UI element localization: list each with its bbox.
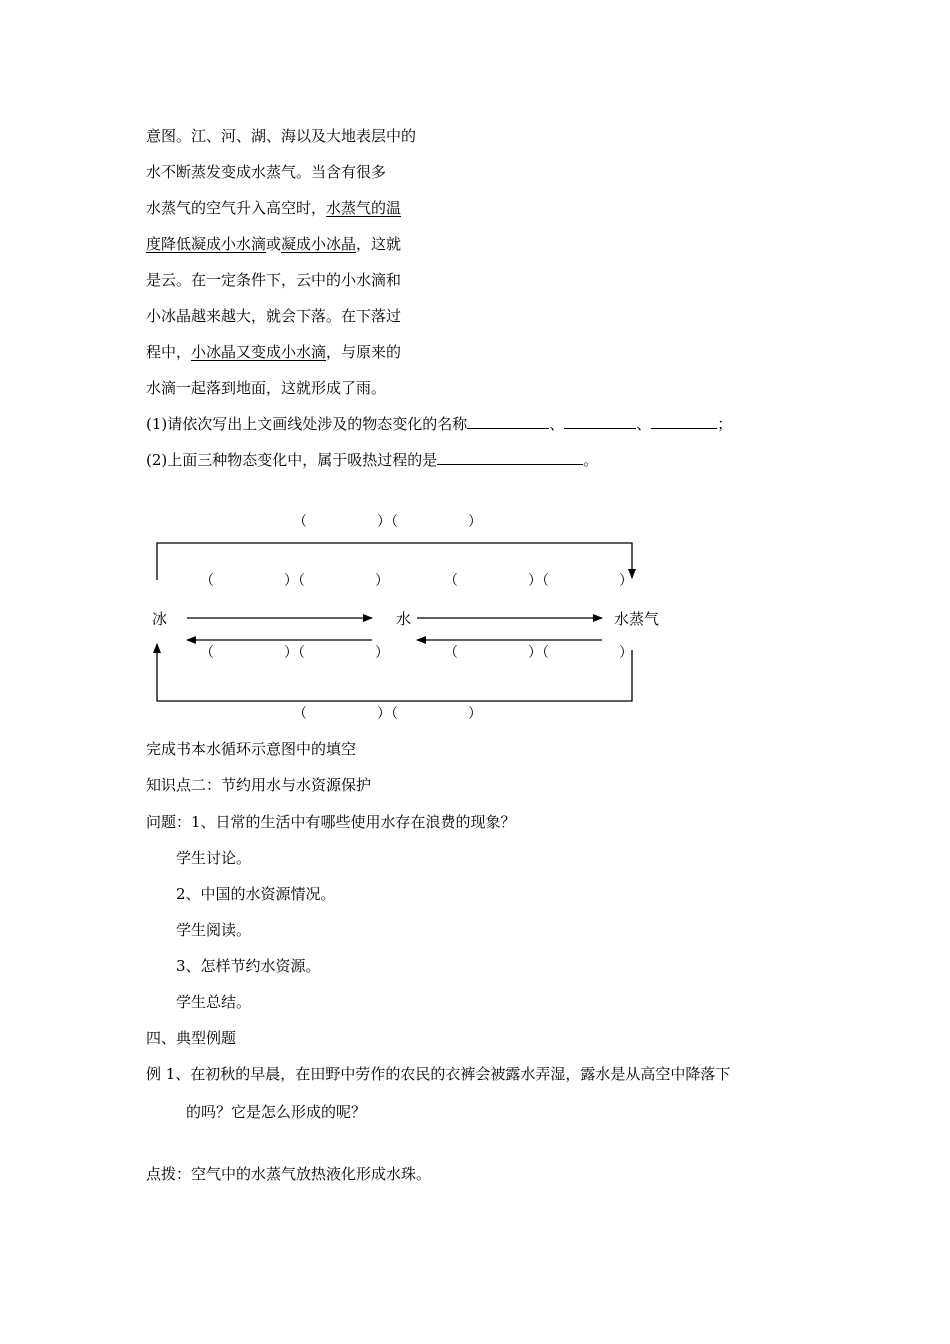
underlined-phrase-2: 凝成小冰晶 [281,235,357,253]
text: 程中， [146,343,192,361]
text: ，这就 [356,235,402,253]
underlined-phrase-1: 水蒸气的温 [326,199,402,217]
node-vapor: 水蒸气 [614,610,660,628]
passage-line-1: 意图。江、河、湖、海以及大地表层中的 [146,127,417,145]
passage-line-8: 水滴一起落到地面，这就形成了雨。 [146,379,387,397]
bracket-lower-left: （ ）（ ） [200,645,389,661]
issue-2: 2、中国的水资源情况。 [176,885,336,903]
question-2-end: 。 [583,451,599,469]
question-1-end: ； [717,415,733,433]
bracket-top: （ ）（ ） [293,514,482,530]
node-ice: 冰 [152,610,168,628]
separator: 、 [549,415,565,433]
knowledge-point-2: 知识点二：节约用水与水资源保护 [146,776,372,794]
text: 水蒸气的空气升入高空时， [146,199,327,217]
bracket-bottom: （ ）（ ） [293,706,482,722]
section-4-heading: 四、典型例题 [146,1029,237,1047]
text: ，与原来的 [326,343,402,361]
student-discuss: 学生讨论。 [176,849,252,867]
text: 或 [266,235,282,253]
separator: 、 [636,415,652,433]
passage-line-6: 小冰晶越来越大，就会下落。在下落过 [146,307,402,325]
student-summary: 学生总结。 [176,993,252,1011]
diagram-caption: 完成书本水循环示意图中的填空 [146,740,357,758]
bracket-upper-left: （ ）（ ） [200,573,389,589]
issue-3: 3、怎样节约水资源。 [176,957,321,975]
issue-1: 问题：1、日常的生活中有哪些使用水存在浪费的现象？ [146,813,516,831]
example-1-line-1: 例 1、在初秋的早晨，在田野中劳作的农民的衣裤会被露水弄湿，露水是从高空中降落下 [146,1065,731,1083]
underlined-phrase-1-cont: 度降低凝成小水滴 [146,235,267,253]
passage-line-5: 是云。在一定条件下，云中的小水滴和 [146,271,402,289]
question-2-text: (2)上面三种物态变化中，属于吸热过程的是 [146,451,438,469]
node-water: 水 [396,610,412,628]
underlined-phrase-3: 小冰晶又变成小水滴 [191,343,327,361]
hint: 点拨：空气中的水蒸气放热液化形成水珠。 [146,1165,432,1183]
bracket-lower-right: （ ）（ ） [444,645,633,661]
question-1-text: (1)请依次写出上文画线处涉及的物态变化的名称 [146,415,468,433]
passage-line-2: 水不断蒸发变成水蒸气。当含有很多 [146,163,387,181]
student-read: 学生阅读。 [176,921,252,939]
example-1-line-2: 的吗？它是怎么形成的呢？ [186,1103,367,1121]
bracket-upper-right: （ ）（ ） [444,573,633,589]
